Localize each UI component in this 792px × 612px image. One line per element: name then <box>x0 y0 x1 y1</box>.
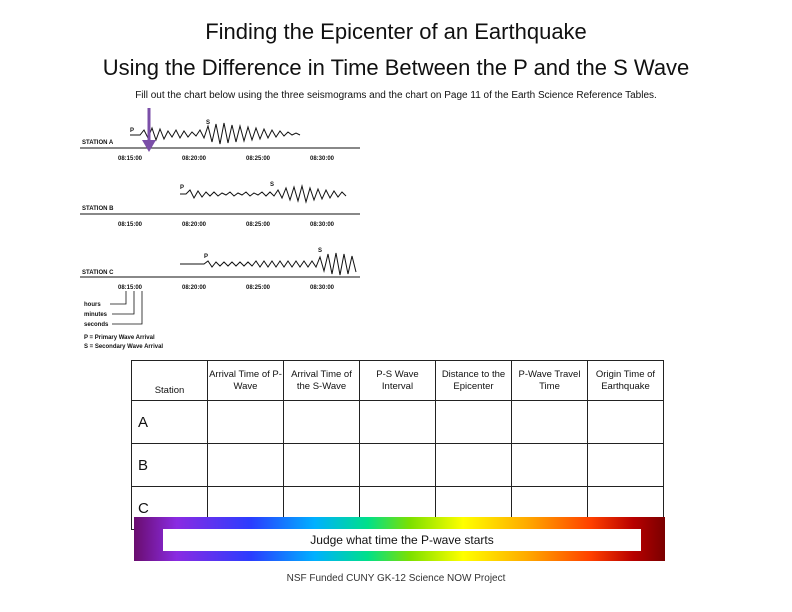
station-c-trace <box>80 248 360 291</box>
station-b-s-marker: S <box>270 182 275 188</box>
legend-p: P = Primary Wave Arrival <box>84 335 155 341</box>
page-title-line-1: Finding the Epicenter of an Earthquake <box>205 19 587 44</box>
legend-s: S = Secondary Wave Arrival <box>84 344 164 350</box>
header-distance: Distance to the Epicenter <box>436 361 512 401</box>
answer-cell[interactable] <box>588 401 664 444</box>
station-c-tick-label: 08:30:00 <box>310 285 335 291</box>
header-station: Station <box>132 361 208 401</box>
spectrum-banner <box>134 517 665 561</box>
answer-table <box>131 360 664 530</box>
station-a-trace <box>80 120 360 162</box>
table-row <box>132 401 664 444</box>
banner-text: Judge what time the P-wave starts <box>163 529 641 551</box>
answer-cell[interactable] <box>360 401 436 444</box>
time-key <box>84 291 163 350</box>
station-c-tick-label: 08:25:00 <box>246 285 271 291</box>
station-a-s-marker: S <box>206 120 211 126</box>
station-b-tick-label: 08:30:00 <box>310 222 335 228</box>
station-b-p-marker: P <box>180 185 185 191</box>
answer-cell[interactable] <box>284 444 360 487</box>
station-a-label: STATION A <box>82 140 114 146</box>
page-title-line-2: Using the Difference in Time Between the P and the S Wave <box>102 55 690 80</box>
footer-credit: NSF Funded CUNY GK-12 Science NOW Project <box>286 573 506 584</box>
seismogram-image <box>70 104 370 354</box>
station-b-tick-label: 08:15:00 <box>118 222 143 228</box>
key-hours: hours <box>84 302 101 308</box>
answer-cell[interactable] <box>512 444 588 487</box>
station-a-tick-label: 08:25:00 <box>246 156 271 162</box>
header-p-arrival: Arrival Time of P-Wave <box>208 361 284 401</box>
header-ps-interval: P-S Wave Interval <box>360 361 436 401</box>
key-seconds: seconds <box>84 322 109 328</box>
row-label: C <box>132 487 208 530</box>
header-s-arrival: Arrival Time of the S-Wave <box>284 361 360 401</box>
station-a-tick-label: 08:20:00 <box>182 156 207 162</box>
answer-cell[interactable] <box>208 444 284 487</box>
row-label: B <box>132 444 208 487</box>
answer-cell[interactable] <box>512 401 588 444</box>
answer-cell[interactable] <box>360 444 436 487</box>
station-c-label: STATION C <box>82 270 114 276</box>
station-b-tick-label: 08:25:00 <box>246 222 271 228</box>
table-header-row <box>132 361 664 401</box>
station-c-tick-label: 08:20:00 <box>182 285 207 291</box>
station-a-tick-label: 08:15:00 <box>118 156 143 162</box>
station-c-tick-label: 08:15:00 <box>118 285 143 291</box>
station-a-tick-label: 08:30:00 <box>310 156 335 162</box>
station-a-p-marker: P <box>130 128 135 134</box>
answer-cell[interactable] <box>436 444 512 487</box>
table-row <box>132 444 664 487</box>
instructions-text: Fill out the chart below using the three seismograms and the chart on Page 11 of the Earth Science Reference Tables. <box>135 90 657 101</box>
station-c-s-marker: S <box>318 248 323 254</box>
answer-cell[interactable] <box>436 401 512 444</box>
answer-cell[interactable] <box>284 401 360 444</box>
answer-cell[interactable] <box>588 444 664 487</box>
station-c-p-marker: P <box>204 254 209 260</box>
header-p-travel-time: P-Wave Travel Time <box>512 361 588 401</box>
station-b-trace <box>80 182 360 228</box>
answer-cell[interactable] <box>208 401 284 444</box>
station-b-label: STATION B <box>82 206 114 212</box>
station-b-tick-label: 08:20:00 <box>182 222 207 228</box>
key-minutes: minutes <box>84 312 108 318</box>
row-label: A <box>132 401 208 444</box>
header-origin-time: Origin Time of Earthquake <box>588 361 664 401</box>
seismogram-figure <box>70 104 370 354</box>
